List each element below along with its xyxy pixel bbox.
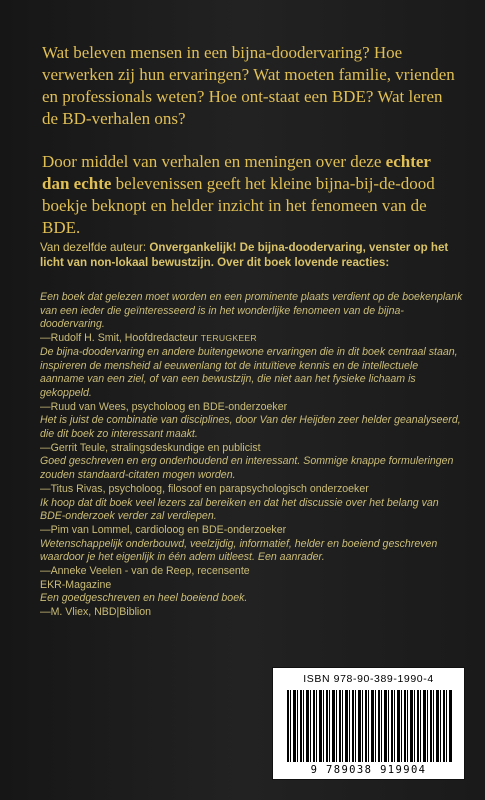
quote-author: —Anneke Veelen - van de Reep, recensente EKR-Magazine — [40, 565, 250, 591]
quote-author — [40, 332, 465, 346]
intro-paragraph-2 — [42, 151, 462, 239]
isbn-barcode — [272, 667, 465, 780]
quote-text: Goed geschreven en erg onderhoudend en interessant. Sommige knappe formuleringen zouden standaard-citaten mogen worden. — [40, 455, 454, 482]
isbn-number: ISBN 978-90-389-1990-4 — [303, 673, 434, 685]
quote-author-name: —Rudolf H. Smit, Hoofdredacteur — [40, 332, 201, 345]
review-quote — [40, 346, 465, 415]
quote-text: Een goedgeschreven en heel boeiend boek. — [40, 592, 248, 605]
review-quote — [40, 291, 465, 346]
review-quote — [40, 537, 438, 593]
barcode-bars-icon — [287, 690, 452, 762]
quote-author: —M. Vliex, NBD|Biblion — [40, 606, 152, 619]
intro-p2-end: belevenissen geeft het kleine bijna-bij-de-dood boekje beknopt en helder inzicht in het fenomeen van de BDE. — [42, 174, 435, 237]
same-author-note — [40, 240, 460, 270]
intro-p2-start: Door middel van verhalen en meningen over deze — [42, 152, 386, 171]
quote-text: Het is juist de combinatie van disciplines, door Van der Heijden zeer helder geanalyseerd, die dit boek zo interessant maakt. — [40, 414, 461, 441]
same-author-title: Onvergankelijk! De bijna-doodervaring, venster op het licht van non-lokaal bewustzijn. Over dit boek lovende reacties: — [40, 241, 449, 269]
same-author-prefix: Van dezelfde auteur: — [40, 241, 150, 254]
quote-source: TERUGKEER — [200, 333, 257, 344]
quote-author: —Titus Rivas, psycholoog, filosoof en parapsychologisch onderzoeker — [40, 482, 369, 495]
intro-paragraph-1: Wat beleven mensen in een bijna-doodervaring? Hoe verwerken zij hun ervaringen? Wat moeten familie, vrienden en professionals weten? Hoe ont-staat een BDE? Wat leren de BD-verhalen ons? — [42, 43, 455, 128]
quote-text: Ik hoop dat dit boek veel lezers zal bereiken en dat het discussie over het belang van BDE-onderzoek verder zal verdiepen. — [40, 496, 439, 523]
review-quote — [40, 455, 465, 496]
quote-author: —Gerrit Teule, stralingsdeskundige en publicist — [40, 441, 261, 454]
review-quote — [40, 414, 465, 455]
review-quote — [40, 592, 465, 619]
intro-text — [42, 42, 462, 239]
quote-text: Wetenschappelijk onderbouwd, veelzijdig, informatief, helder en boeiend geschreven waardoor je het eigenlijk in één adem uitleest. Een aanrader. — [40, 537, 438, 564]
quote-author: —Pim van Lommel, cardioloog en BDE-onderzoeker — [40, 523, 287, 536]
intro-p2-emphasis: echter dan echte — [42, 152, 431, 193]
review-quotes — [40, 291, 465, 620]
review-quote — [40, 497, 465, 538]
ean-number: 9 789038 919904 — [310, 764, 427, 776]
quote-text: Een boek dat gelezen moet worden en een prominente plaats verdient op de boekenplank van een ieder die geïnteresseerd is in het wonderlijke fenomeen van de bijna-doodervaring. — [40, 291, 463, 331]
quote-text: De bijna-doodervaring en andere buitengewone ervaringen die in dit boek centraal staan, inspireren de mensheid al eeuwenlang tot de intuïtieve kennis en de intellectuele aanname van een ziel, of van een bewustzijn, die niet aan het fysieke lichaam is gekoppeld. — [40, 345, 458, 399]
quote-author: —Ruud van Wees, psycholoog en BDE-onderzoeker — [40, 400, 288, 413]
